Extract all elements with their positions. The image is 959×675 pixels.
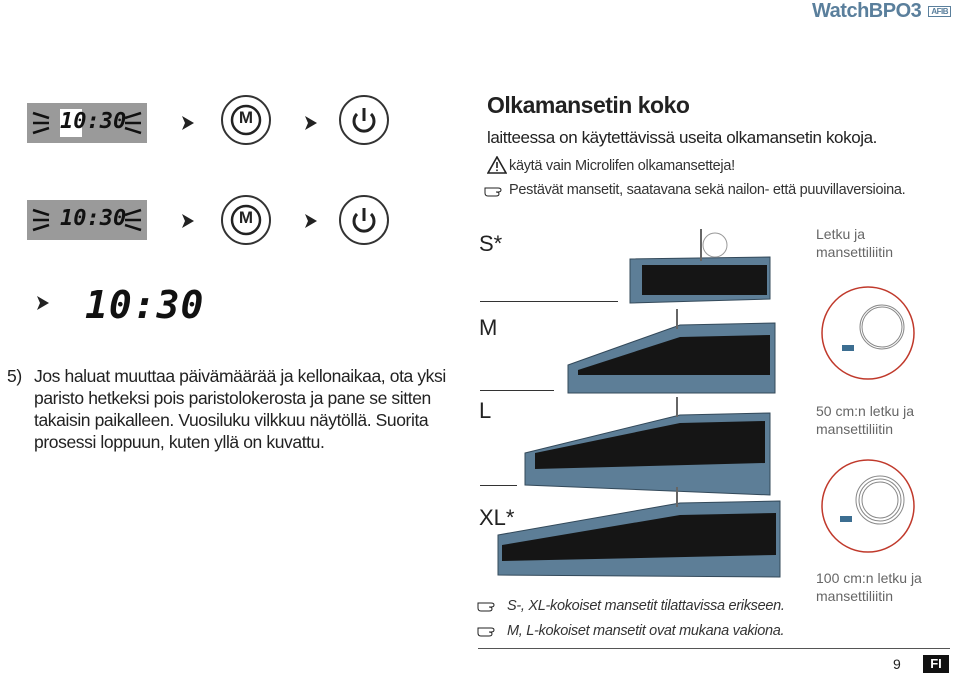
afib-badge: AFIB bbox=[928, 6, 951, 17]
arrow-right-icon bbox=[303, 112, 319, 134]
size-label-l: L bbox=[479, 398, 492, 423]
cuff-xl bbox=[498, 487, 780, 577]
lcd-time-2: 10:30 bbox=[60, 206, 127, 231]
step-5-text bbox=[34, 365, 464, 453]
hose-label-line: mansettiliitin bbox=[816, 421, 894, 437]
info-text: Pestävät mansetit, saatavana sekä nailon- että puuvillaversioina. bbox=[509, 182, 906, 198]
cuff-illustrations bbox=[480, 225, 805, 585]
power-icon bbox=[341, 97, 387, 143]
hose-label-1 bbox=[816, 225, 893, 261]
step-5-line: takaisin paikalleen. Vuosiluku vilkkuu näytöllä. Suorita bbox=[34, 410, 429, 430]
brand-o3: O3 bbox=[895, 0, 922, 22]
hose-label-3 bbox=[816, 569, 922, 605]
lcd-display-2 bbox=[27, 200, 147, 240]
cuff-l bbox=[525, 397, 770, 495]
pointing-hand-icon bbox=[477, 624, 501, 638]
lcd-display-1 bbox=[27, 103, 147, 143]
power-button-1[interactable] bbox=[339, 95, 389, 145]
hose-label-line: Letku ja bbox=[816, 226, 866, 242]
language-badge: FI bbox=[923, 655, 949, 673]
section-intro: laitteessa on käytettävissä useita olkamansetin kokoja. bbox=[487, 128, 878, 147]
hose-label-2 bbox=[816, 402, 914, 438]
hose-label-line: mansettiliitin bbox=[816, 588, 894, 604]
section-title: Olkamansetin koko bbox=[487, 92, 690, 118]
hose-label-line: 100 cm:n letku ja bbox=[816, 570, 922, 586]
arrow-right-icon bbox=[180, 112, 196, 134]
cuff-m bbox=[568, 309, 775, 393]
hose-50cm-icon bbox=[820, 458, 916, 554]
power-button-2[interactable] bbox=[339, 195, 389, 245]
m-label: M bbox=[238, 108, 254, 127]
pointing-hand-icon bbox=[477, 599, 501, 613]
arrow-right-icon bbox=[180, 210, 196, 232]
size-label-s: S* bbox=[479, 231, 503, 256]
arrow-right-icon bbox=[303, 210, 319, 232]
m-label: M bbox=[238, 208, 254, 227]
footnote-2: M, L-kokoiset mansetit ovat mukana vakiona. bbox=[507, 623, 785, 639]
step-5-line: paristo hetkeksi pois paristolokerosta ja pane se sitten bbox=[34, 388, 431, 408]
footnote-1: S-, XL-kokoiset mansetit tilattavissa erikseen. bbox=[507, 598, 785, 614]
step-5-line: prosessi loppuun, kuten yllä on kuvattu. bbox=[34, 432, 325, 452]
m-button-2[interactable] bbox=[221, 195, 271, 245]
hose-label-line: 50 cm:n letku ja bbox=[816, 403, 915, 419]
size-label-m: M bbox=[479, 315, 498, 340]
step-5-line: Jos haluat muuttaa päivämäärää ja kellonaikaa, ota yksi bbox=[34, 366, 446, 386]
power-icon bbox=[341, 197, 387, 243]
cuff-s bbox=[630, 229, 770, 303]
warning-text: käytä vain Microlifen olkamansetteja! bbox=[509, 158, 735, 174]
lcd-time-1: 10:30 bbox=[60, 109, 127, 134]
page-number: 9 bbox=[893, 656, 901, 672]
size-label-xl: XL* bbox=[479, 505, 515, 530]
footer-rule bbox=[478, 648, 950, 649]
brand-name: WatchBP bbox=[812, 0, 896, 22]
pointing-hand-icon bbox=[484, 184, 506, 198]
hose-connector-icon bbox=[820, 285, 916, 381]
step-5-number: 5) bbox=[7, 366, 22, 386]
warning-icon bbox=[487, 156, 507, 174]
hose-label-line: mansettiliitin bbox=[816, 244, 894, 260]
arrow-right-icon bbox=[35, 292, 51, 314]
m-button-1[interactable] bbox=[221, 95, 271, 145]
lcd-time-large: 10:30 bbox=[85, 283, 205, 327]
brand-logo bbox=[812, 0, 951, 23]
